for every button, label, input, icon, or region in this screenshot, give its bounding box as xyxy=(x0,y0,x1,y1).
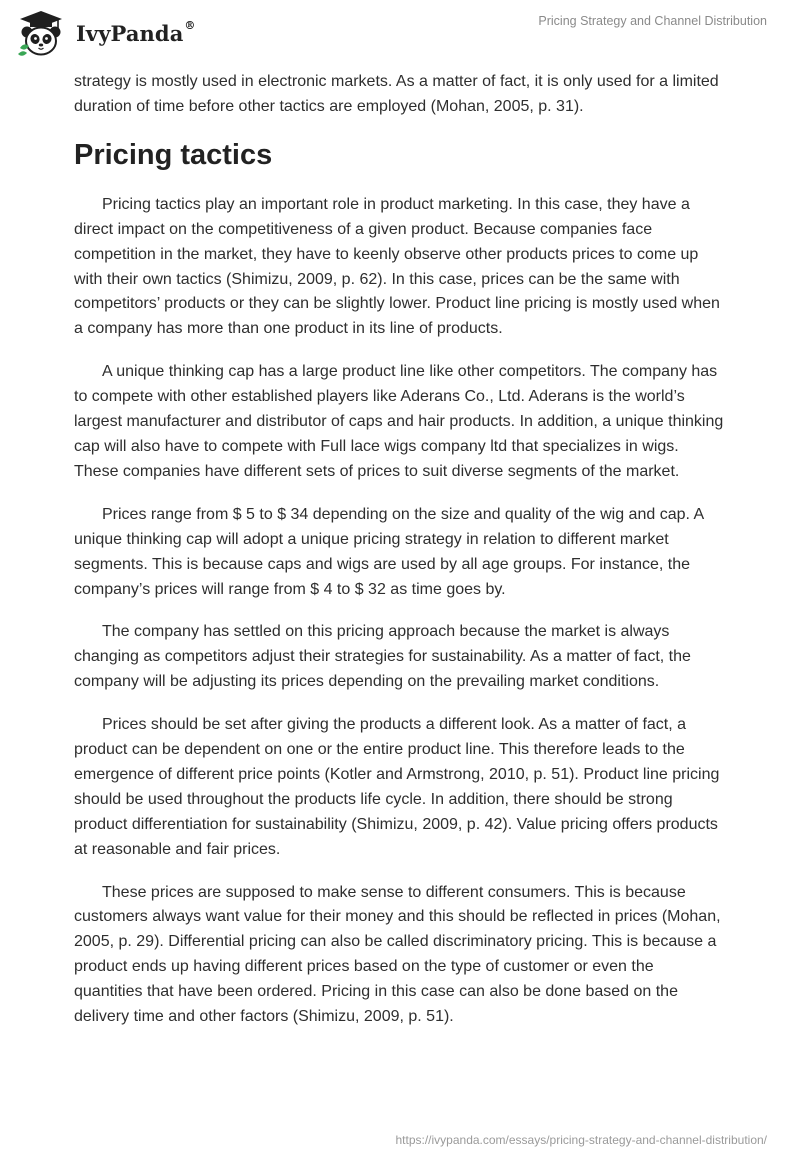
page-header xyxy=(0,0,800,66)
registered-mark: ® xyxy=(184,18,196,32)
ivypanda-logo[interactable] xyxy=(16,8,196,58)
document-title: Pricing Strategy and Channel Distribution xyxy=(538,14,767,28)
body-paragraph: The company has settled on this pricing approach because the market is always changing as competitors adjust their strategies for sustainability. As a matter of fact, the company will be adjusting its prices depending on the prevailing market conditions. xyxy=(74,623,691,691)
body-paragraph: Prices range from $ 5 to $ 34 depending on the size and quality of the wig and cap. A unique thinking cap will adopt a unique pricing strategy in relation to different market segments. This is because caps and wigs are used by all age groups. For instance, the company’s prices will range from $ 4 to $ 32 as time goes by. xyxy=(74,505,704,598)
essay-content xyxy=(74,70,726,1048)
brand-wordmark: IvyPanda xyxy=(76,20,184,46)
panda-graduate-icon xyxy=(16,8,66,58)
body-paragraph: These prices are supposed to make sense to different consumers. This is because customers always want value for their money and this should be reflected in prices (Mohan, 2005, p. 29). Differential pricing can also be called discriminatory pricing. This is because a product ends up having different prices based on the type of customer or even the quantities that have been ordered. Pricing in this case can also be done based on the delivery time and other factors (Shimizu, 2009, p. 51). xyxy=(74,883,721,1026)
section-heading: Pricing tactics xyxy=(74,138,273,171)
source-url[interactable]: https://ivypanda.com/essays/pricing-strategy-and-channel-distribution/ xyxy=(395,1133,767,1147)
body-paragraph: Prices should be set after giving the products a different look. As a matter of fact, a product can be dependent on one or the entire product line. This therefore leads to the emergence of different price points (Kotler and Armstrong, 2010, p. 51). Product line pricing should be used throughout the products life cycle. In addition, there should be strong product differentiation for sustainability (Shimizu, 2009, p. 42). Value pricing offers products at reasonable and fair prices. xyxy=(74,716,720,858)
body-paragraph: A unique thinking cap has a large product line like other competitors. The company has to compete with other established players like Aderans Co., Ltd. Aderans is the world’s largest manufacturer and distributor of caps and hair products. In addition, a unique thinking cap will also have to compete with Full lace wigs company ltd that specializes in wigs. These companies have different sets of prices to suit diverse segments of the market. xyxy=(74,363,724,480)
lead-paragraph: strategy is mostly used in electronic markets. As a matter of fact, it is only used for a limited duration of time before other tactics are employed (Mohan, 2005, p. 31). xyxy=(74,73,719,115)
body-paragraph: Pricing tactics play an important role in product marketing. In this case, they have a direct impact on the competitiveness of a given product. Because companies face competition in the market, they have to keenly observe other products prices to come up with their own tactics (Shimizu, 2009, p. 62). In this case, prices can be the same with competitors’ products or they can be slightly lower. Product line pricing is mostly used when a company has more than one product in its line of products. xyxy=(74,195,720,338)
brand-name xyxy=(76,18,196,46)
